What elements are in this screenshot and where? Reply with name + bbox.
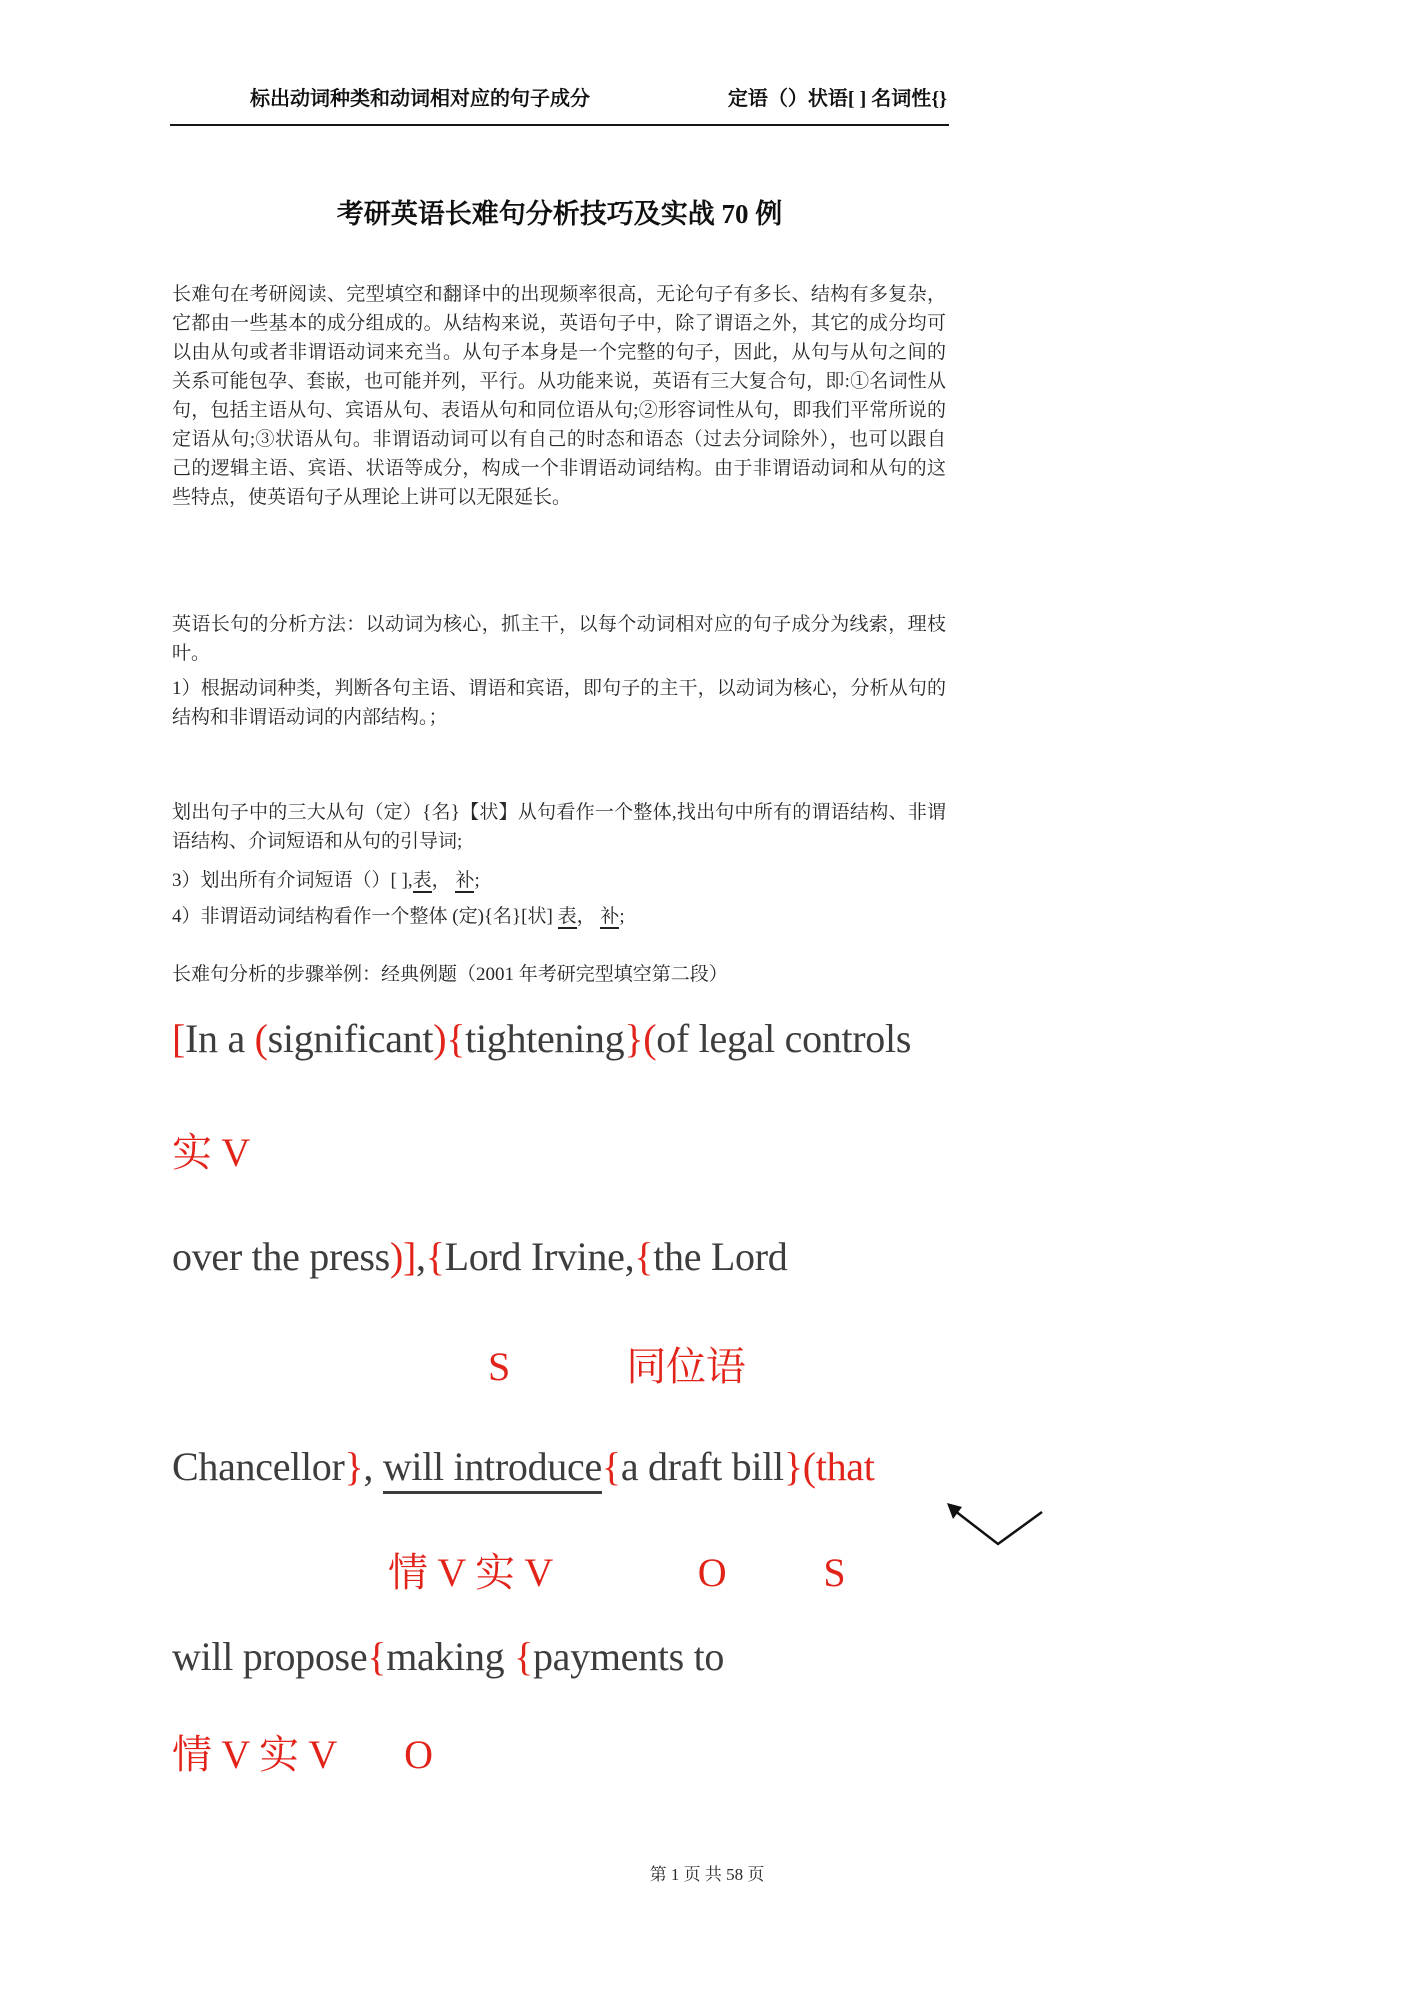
step-1-paragraph: 1）根据动词种类，判断各句主语、谓语和宾语，即句子的主干，以动词为核心，分析从句的结构和非谓语动词的内部结构。； bbox=[172, 678, 946, 728]
bracket-marker: } bbox=[783, 1444, 803, 1489]
text-segment: 3）划出所有介词短语（）[ ], bbox=[172, 870, 413, 891]
verb-object-subject-label: 情 V 实 V O S bbox=[388, 1550, 846, 1595]
text-segment: 4）非谓语动词结构看作一个整体 (定){名}[状] bbox=[172, 906, 558, 927]
header-divider bbox=[170, 124, 949, 126]
text-segment: 补 bbox=[455, 870, 475, 891]
verb-label-1: 实 V bbox=[172, 1130, 250, 1175]
text-segment: 补 bbox=[600, 906, 620, 927]
step-3-paragraph bbox=[172, 866, 946, 895]
method-intro-paragraph: 英语长句的分析方法：以动词为核心，抓主干，以每个动词相对应的句子成分为线索，理枝叶。 bbox=[172, 614, 946, 664]
bracket-marker: { bbox=[601, 1444, 621, 1489]
page-title: 考研英语长难句分析技巧及实战 70 例 bbox=[336, 199, 783, 230]
sentence-line-4 bbox=[172, 1632, 724, 1682]
bracket-marker: } bbox=[344, 1444, 364, 1489]
text-segment: Lord Irvine, bbox=[444, 1234, 635, 1279]
bracket-marker: ( bbox=[254, 1016, 268, 1061]
text-segment: ， bbox=[431, 870, 456, 891]
bracket-marker: (that bbox=[802, 1444, 875, 1489]
text-segment: over the press bbox=[172, 1234, 390, 1279]
text-segment: making bbox=[386, 1634, 515, 1679]
bracket-marker: { bbox=[634, 1234, 654, 1279]
page-footer: 第 1 页 共 58 页 bbox=[649, 1865, 765, 1884]
text-segment: 表 bbox=[412, 870, 432, 891]
bracket-marker: { bbox=[367, 1634, 387, 1679]
example-heading: 长难句分析的步骤举例：经典例题（2001 年考研完型填空第二段） bbox=[172, 964, 728, 985]
text-segment: 表 bbox=[557, 906, 577, 927]
text-segment: Chancellor bbox=[172, 1444, 345, 1489]
bracket-marker: { bbox=[425, 1234, 445, 1279]
text-segment: will propose bbox=[172, 1634, 368, 1679]
verb-object-label: 情 V 实 V O bbox=[172, 1732, 433, 1777]
bracket-marker: ){ bbox=[433, 1016, 466, 1061]
text-segment: ， bbox=[576, 906, 601, 927]
text-segment: ; bbox=[619, 906, 625, 927]
intro-paragraph: 长难句在考研阅读、完型填空和翻译中的出现频率很高，无论句子有多长、结构有多复杂，它都由一些基本的成分组成的。从结构来说，英语句子中，除了谓语之外，其它的成分均可以由从句或者非谓语动词来充当。从句子本身是一个完整的句子，因此，从句与从句之间的关系可能包孕、套嵌，也可能并列，平行。从功能来说，英语有三大复合句，即:①名词性从句，包括主语从句、宾语从句、表语从句和同位语从句;②形容词性从句，即我们平常所说的定语从句;③状语从句。非谓语动词可以有自己的时态和语态（过去分词除外），也可以跟自己的逻辑主语、宾语、状语等成分，构成一个非谓语动词结构。由于非谓语动词和从句的这些特点，使英语句子从理论上讲可以无限延长。 bbox=[172, 284, 946, 508]
text-segment: ; bbox=[474, 870, 480, 891]
text-segment: tightening bbox=[465, 1016, 625, 1061]
bracket-marker: [ bbox=[172, 1016, 186, 1061]
text-segment: , bbox=[416, 1234, 426, 1279]
text-segment: , bbox=[363, 1444, 383, 1489]
header-left-label: 标出动词种类和动词相对应的句子成分 bbox=[250, 88, 590, 110]
text-segment: will introduce bbox=[383, 1444, 602, 1494]
text-segment: the Lord bbox=[653, 1234, 788, 1279]
bracket-marker: }( bbox=[624, 1016, 657, 1061]
text-segment: In a bbox=[185, 1016, 255, 1061]
text-segment: of legal controls bbox=[656, 1016, 912, 1061]
subject-apposition-label: S 同位语 bbox=[488, 1344, 746, 1389]
text-segment: a draft bill bbox=[620, 1444, 784, 1489]
step-4-paragraph bbox=[172, 902, 946, 931]
bracket-marker: { bbox=[514, 1634, 533, 1679]
step-2-paragraph: 划出句子中的三大从句（定）{名}【状】从句看作一个整体,找出句中所有的谓语结构、非谓语结构、介词短语和从句的引导词; bbox=[172, 802, 946, 852]
sentence-line-2 bbox=[172, 1232, 787, 1282]
text-segment: payments to bbox=[532, 1634, 725, 1679]
bracket-marker: )] bbox=[389, 1234, 416, 1279]
header-right-label: 定语（）状语[ ] 名词性{} bbox=[727, 88, 947, 110]
page-header bbox=[170, 82, 947, 111]
pointer-arrow-icon bbox=[920, 1482, 1050, 1557]
sentence-line-1 bbox=[172, 1014, 911, 1064]
text-segment: significant bbox=[267, 1016, 434, 1061]
sentence-line-3 bbox=[172, 1442, 875, 1492]
